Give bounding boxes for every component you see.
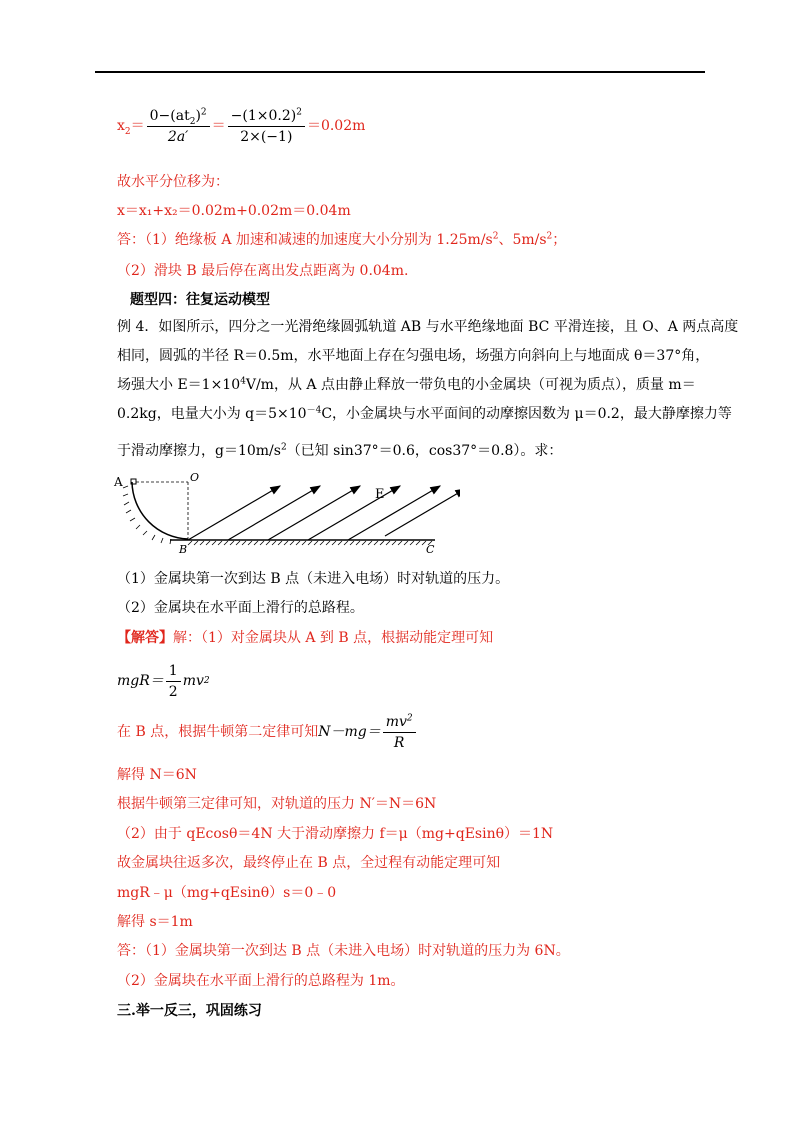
total-displacement-line: x＝x₁+x₂＝0.02m+0.02m＝0.04m	[117, 203, 351, 219]
final-answer-2: （2）金属块在水平面上滑行的总路程为 1m。	[117, 973, 405, 989]
ground-hatching	[188, 541, 432, 545]
answer-part2: （2）滑块 B 最后停在离出发点距离为 0.04m.	[117, 263, 409, 279]
ground-hatch-mark	[278, 541, 282, 545]
question-1: （1）金属块第一次到达 B 点（未进入电场）时对轨道的压力。	[117, 571, 510, 587]
ground-hatch-mark	[332, 541, 336, 545]
ground-hatch-mark	[380, 541, 384, 545]
solution-s: 解得 s＝1m	[117, 914, 193, 930]
solution-stop: 故金属块往返多次，最终停止在 B 点，全过程有动能定理可知	[117, 855, 501, 871]
ground-hatch-mark	[242, 541, 246, 545]
x2-fraction-2: $\frac{-(1\times 0.2)^2}{2\times(-1)}$	[228, 107, 305, 146]
arc-track	[132, 482, 188, 539]
horizontal-displacement-title: 故水平分位移为：	[117, 174, 229, 190]
ground-hatch-mark	[368, 541, 372, 545]
x2-lhs: $x_2=$	[117, 118, 145, 137]
field-arrows	[188, 486, 460, 540]
ground-hatch-mark	[356, 541, 360, 545]
ground-hatch-mark	[326, 541, 330, 545]
example-line-4: 0.2kg，电量大小为 $q=5\times 10^{-4}C$，小金属块与水平面间的动摩擦因数为 μ＝0.2，最大静摩擦力等	[117, 405, 732, 422]
label-b: B	[179, 543, 188, 555]
header-rule	[95, 71, 705, 73]
solution-n: 解得 N＝6N	[117, 767, 197, 783]
arc-hatching	[123, 486, 171, 544]
x2-result: 0.02m	[320, 118, 366, 134]
ground-hatch-mark	[224, 541, 228, 545]
answer-part1: 答：（1）绝缘板 A 加速和减速的加速度大小分别为 $1.25m/s^2$、$5m/s^2$；	[117, 231, 567, 248]
ground-hatch-mark	[194, 541, 198, 545]
equation-kinetic-energy: mgR＝ $\frac{1}{2}$ mv 2	[117, 662, 210, 700]
ground-hatch-mark	[266, 541, 270, 545]
track-field-diagram	[110, 470, 460, 555]
ground-hatch-mark	[386, 541, 390, 545]
label-o: O	[190, 471, 200, 484]
ground-hatch-mark	[416, 541, 420, 545]
x2-formula: $x_2=$ $\frac{0-(at_2)^2}{2a'}$ ＝ $\frac{-(1\times 0.2)^2}{2\times(-1)}$ ＝ 0.02m	[117, 106, 366, 145]
example-line-5: 于滑动摩擦力，$g=10m/s^2$（已知 sin37°＝0.6，cos37°＝0.8）。求：	[117, 442, 563, 459]
ground-hatch-mark	[338, 541, 342, 545]
ground-hatch-mark	[308, 541, 312, 545]
label-a: A	[114, 475, 123, 489]
equation-newton-second: 在 B 点，根据牛顿第二定律可知 N－mg＝ $\frac{mv^2}{R}$	[117, 710, 418, 754]
question-2: （2）金属块在水平面上滑行的总路程。	[117, 600, 364, 616]
x2-fraction-1: $\frac{0-(at_2)^2}{2a'}$	[147, 107, 210, 146]
ground-hatch-mark	[302, 541, 306, 545]
ground-hatch-mark	[374, 541, 378, 545]
solution-tag: 【解答】	[117, 630, 173, 646]
ground-hatch-mark	[392, 541, 396, 545]
ground-hatch-mark	[404, 541, 408, 545]
ground-hatch-mark	[188, 541, 192, 545]
section-3-title: 三.举一反三，巩固练习	[117, 1003, 262, 1019]
ground-hatch-mark	[260, 541, 264, 545]
ground-hatch-mark	[284, 541, 288, 545]
ground-hatch-mark	[200, 541, 204, 545]
ground-hatch-mark	[350, 541, 354, 545]
label-e: E	[375, 487, 385, 502]
ground-hatch-mark	[314, 541, 318, 545]
final-answer-1: 答：（1）金属块第一次到达 B 点（未进入电场）时对轨道的压力为 6N。	[117, 943, 570, 959]
ground-hatch-mark	[290, 541, 294, 545]
example-line-1: 例 4．如图所示，四分之一光滑绝缘圆弧轨道 AB 与水平绝缘地面 BC 平滑连接，且 O、A 两点高度	[117, 319, 739, 335]
ground-hatch-mark	[230, 541, 234, 545]
solution-part2: （2）由于 qEcosθ＝4N 大于滑动摩擦力 f＝μ（mg+qEsinθ）＝1N	[117, 826, 554, 842]
ground-hatch-mark	[398, 541, 402, 545]
ground-hatch-mark	[320, 541, 324, 545]
section-title-type4: 题型四：往复运动模型	[130, 292, 270, 308]
ground-hatch-mark	[212, 541, 216, 545]
solution-energy: mgR﹣μ（mg+qEsinθ）s＝0﹣0	[117, 885, 337, 901]
solution-intro-line: 【解答】解：（1）对金属块从 A 到 B 点，根据动能定理可知	[117, 630, 494, 646]
ground-hatch-mark	[410, 541, 414, 545]
ground-hatch-mark	[248, 541, 252, 545]
example-line-3: 场强大小 $E=1\times 10^4V/m$，从 A 点由静止释放一带负电的小金属块（可视为质点），质量 m＝	[117, 376, 696, 393]
label-c: C	[426, 543, 435, 555]
ground-hatch-mark	[206, 541, 210, 545]
ground-hatch-mark	[362, 541, 366, 545]
ground-hatch-mark	[254, 541, 258, 545]
solution-newton-third: 根据牛顿第三定律可知，对轨道的压力 N′＝N＝6N	[117, 796, 437, 812]
example-line-2: 相同，圆弧的半径 R＝0.5m，水平地面上存在匀强电场，场强方向斜向上与地面成 θ＝37°角，	[117, 348, 710, 364]
ground-hatch-mark	[344, 541, 348, 545]
ground-hatch-mark	[236, 541, 240, 545]
ground-hatch-mark	[218, 541, 222, 545]
ground-hatch-mark	[272, 541, 276, 545]
ground-hatch-mark	[296, 541, 300, 545]
